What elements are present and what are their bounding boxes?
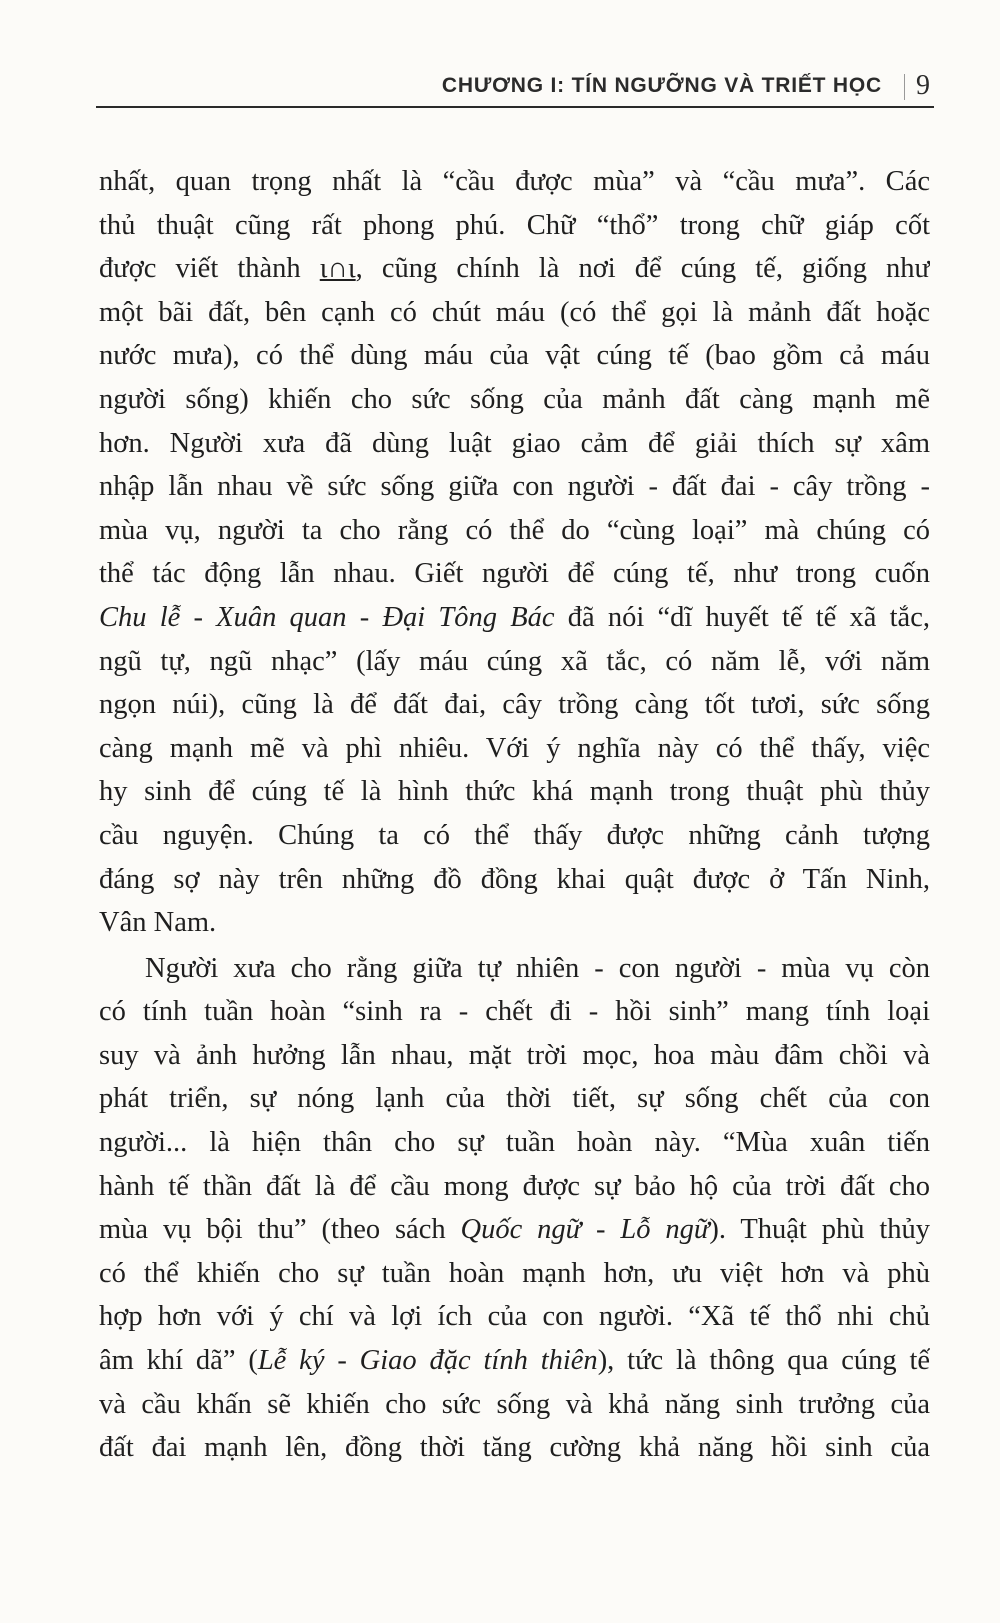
body-text xyxy=(99,160,930,1470)
text-line: ngũ tự, ngũ nhạc” (lấy máu cúng xã tắc, có năm lễ, với năm xyxy=(99,645,930,677)
text-line: Người xưa cho rằng giữa tự nhiên - con người - mùa vụ còn xyxy=(145,952,930,984)
text-line: hợp hơn với ý chí và lợi ích của con người. “Xã tế thổ nhi chủ xyxy=(99,1301,930,1333)
book-title: Lễ ký - Giao đặc tính thiên xyxy=(257,1345,598,1377)
text-line: đáng sợ này trên những đồ đồng khai quật được ở Tấn Ninh, xyxy=(99,863,930,895)
text-line: thể tác động lẫn nhau. Giết người để cúng tế, như trong cuốn xyxy=(99,558,930,590)
text-line: mùa vụ, người ta cho rằng có thể do “cùng loại” mà chúng có xyxy=(99,514,930,546)
paragraph xyxy=(99,160,930,945)
chapter-title: CHƯƠNG I: TÍN NGƯỠNG VÀ TRIẾT HỌC xyxy=(441,74,882,97)
paragraph xyxy=(99,947,930,1470)
text-line: đất đai mạnh lên, đồng thời tăng cường khả năng hồi sinh của xyxy=(99,1432,930,1464)
text-line: nhất, quan trọng nhất là “cầu được mùa” và “cầu mưa”. Các xyxy=(99,166,930,197)
page-number: 9 xyxy=(916,70,930,101)
text-line: thủ thuật cũng rất phong phú. Chữ “thổ” trong chữ giáp cốt xyxy=(99,209,930,241)
text-line: càng mạnh mẽ và phì nhiêu. Với ý nghĩa này có thể thấy, việc xyxy=(99,732,930,764)
text-line: hơn. Người xưa đã dùng luật giao cảm để giải thích sự xâm xyxy=(99,427,930,459)
text-line: được viết thành ι∩ι, cũng chính là nơi để cúng tế, giống như xyxy=(99,253,930,285)
text-line: phát triển, sự nóng lạnh của thời tiết, sự sống chết của con xyxy=(99,1083,930,1115)
text-line: cầu nguyện. Chúng ta có thể thấy được những cảnh tượng xyxy=(99,819,930,851)
text-line: ngọn núi), cũng là để đất đai, cây trồng càng tốt tươi, sức sống xyxy=(99,689,930,721)
text-line: âm khí dã” (Lễ ký - Giao đặc tính thiên), tức là thông qua cúng tế xyxy=(99,1345,930,1377)
running-header xyxy=(96,66,934,108)
text-line: mùa vụ bội thu” (theo sách Quốc ngữ - Lỗ ngữ). Thuật phù thủy xyxy=(99,1214,930,1246)
book-title: Chu lễ - Xuân quan - Đại Tông Bác xyxy=(99,601,555,633)
text-line: có thể khiến cho sự tuần hoàn mạnh hơn, ưu việt hơn và phù xyxy=(99,1257,930,1289)
text-line: nhập lẫn nhau về sức sống giữa con người - đất đai - cây trồng - xyxy=(99,471,930,503)
text-line: Vân Nam. xyxy=(99,907,217,939)
text-line: người... là hiện thân cho sự tuần hoàn này. “Mùa xuân tiến xyxy=(99,1127,930,1159)
text-line: một bãi đất, bên cạnh có chút máu (có thể gọi là mảnh đất hoặc xyxy=(99,296,930,328)
text-line: có tính tuần hoàn “sinh ra - chết đi - hồi sinh” mang tính loại xyxy=(99,996,930,1028)
text-line: người sống) khiến cho sức sống của mảnh đất càng mạnh mẽ xyxy=(99,383,930,415)
text-line: hy sinh để cúng tế là hình thức khá mạnh trong thuật phù thủy xyxy=(99,776,930,808)
text-line: và cầu khấn sẽ khiến cho sức sống và khả năng sinh trưởng của xyxy=(99,1388,930,1420)
oracle-bone-glyph: ι∩ι xyxy=(319,253,356,285)
book-title: Quốc ngữ - Lỗ ngữ xyxy=(460,1214,710,1246)
text-line: Chu lễ - Xuân quan - Đại Tông Bác đã nói “dĩ huyết tế tế xã tắc, xyxy=(99,601,930,633)
text-line: hành tế thần đất là để cầu mong được sự bảo hộ của trời đất cho xyxy=(99,1170,930,1202)
text-line: nước mưa), có thể dùng máu của vật cúng tế (bao gồm cả máu xyxy=(99,340,930,372)
text-line: suy và ảnh hưởng lẫn nhau, mặt trời mọc, hoa màu đâm chồi và xyxy=(99,1039,930,1071)
